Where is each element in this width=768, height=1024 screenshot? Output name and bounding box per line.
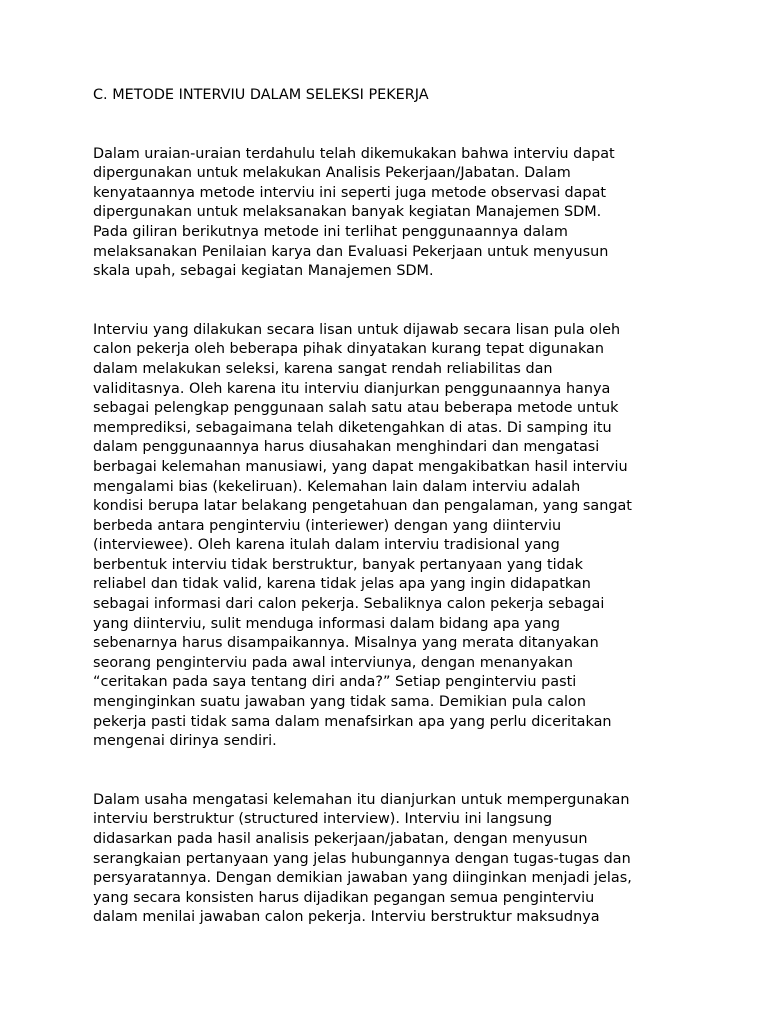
text-line: persyaratannya. Dengan demikian jawaban yang diinginkan menjadi jelas, <box>93 870 632 887</box>
paragraph-3 <box>93 791 683 928</box>
text-line: (interviewee). Oleh karena itulah dalam interviu tradisional yang <box>93 537 560 554</box>
text-line: mengenai dirinya sendiri. <box>93 733 277 750</box>
text-line: menginginkan suatu jawaban yang tidak sama. Demikian pula calon <box>93 694 586 711</box>
text-line: yang diinterviu, sulit menduga informasi dalam bidang apa yang <box>93 615 560 632</box>
text-line: Interviu yang dilakukan secara lisan untuk dijawab secara lisan pula oleh <box>93 321 621 338</box>
text-line: sebagai informasi dari calon pekerja. Sebaliknya calon pekerja sebagai <box>93 596 605 613</box>
text-line: dalam melakukan seleksi, karena sangat rendah reliabilitas dan <box>93 360 553 377</box>
paragraph-1 <box>93 145 683 282</box>
text-line: pekerja pasti tidak sama dalam menafsirkan apa yang perlu diceritakan <box>93 713 612 730</box>
text-line: Dalam uraian-uraian terdahulu telah dikemukakan bahwa interviu dapat <box>93 145 615 162</box>
text-line: Dalam usaha mengatasi kelemahan itu dianjurkan untuk mempergunakan <box>93 791 630 808</box>
paragraph-2 <box>93 321 683 752</box>
text-line: serangkaian pertanyaan yang jelas hubungannya dengan tugas-tugas dan <box>93 850 631 867</box>
text-line: berbentuk interviu tidak berstruktur, banyak pertanyaan yang tidak <box>93 556 583 573</box>
text-line: skala upah, sebagai kegiatan Manajemen SDM. <box>93 263 434 280</box>
text-line: yang secara konsisten harus dijadikan pegangan semua penginterviu <box>93 889 595 906</box>
text-line: kenyataannya metode interviu ini seperti juga metode observasi dapat <box>93 184 607 201</box>
text-line: dalam penggunaannya harus diusahakan menghindari dan mengatasi <box>93 439 600 456</box>
text-line: mengalami bias (kekeliruan). Kelemahan lain dalam interviu adalah <box>93 478 581 495</box>
text-line: “ceritakan pada saya tentang diri anda?” Setiap penginterviu pasti <box>93 674 577 691</box>
text-line: melaksanakan Penilaian karya dan Evaluasi Pekerjaan untuk menyusun <box>93 243 609 260</box>
text-line: memprediksi, sebagaimana telah diketengahkan di atas. Di samping itu <box>93 419 612 436</box>
section-heading: C. METODE INTERVIU DALAM SELEKSI PEKERJA <box>93 87 429 103</box>
document-page <box>93 86 683 928</box>
text-line: Pada giliran berikutnya metode ini terlihat penggunaannya dalam <box>93 223 568 240</box>
text-line: sebagai pelengkap penggunaan salah satu atau beberapa metode untuk <box>93 400 619 417</box>
text-line: kondisi berupa latar belakang pengetahuan dan pengalaman, yang sangat <box>93 498 632 515</box>
text-line: berbeda antara penginterviu (interiewer) dengan yang diinterviu <box>93 517 562 534</box>
text-line: seorang penginterviu pada awal interviunya, dengan menanyakan <box>93 654 573 671</box>
text-line: dipergunakan untuk melakukan Analisis Pekerjaan/Jabatan. Dalam <box>93 165 571 182</box>
text-line: berbagai kelemahan manusiawi, yang dapat mengakibatkan hasil interviu <box>93 458 628 475</box>
text-line: dalam menilai jawaban calon pekerja. Interviu berstruktur maksudnya <box>93 909 600 926</box>
text-line: reliabel dan tidak valid, karena tidak jelas apa yang ingin didapatkan <box>93 576 591 593</box>
text-line: validitasnya. Oleh karena itu interviu dianjurkan penggunaannya hanya <box>93 380 611 397</box>
text-line: interviu berstruktur (structured interview). Interviu ini langsung <box>93 811 553 828</box>
text-line: dipergunakan untuk melaksanakan banyak kegiatan Manajemen SDM. <box>93 204 602 221</box>
text-line: sebenarnya harus disampaikannya. Misalnya yang merata ditanyakan <box>93 635 599 652</box>
text-line: didasarkan pada hasil analisis pekerjaan/jabatan, dengan menyusun <box>93 831 588 847</box>
text-line: calon pekerja oleh beberapa pihak dinyatakan kurang tepat digunakan <box>93 341 604 358</box>
